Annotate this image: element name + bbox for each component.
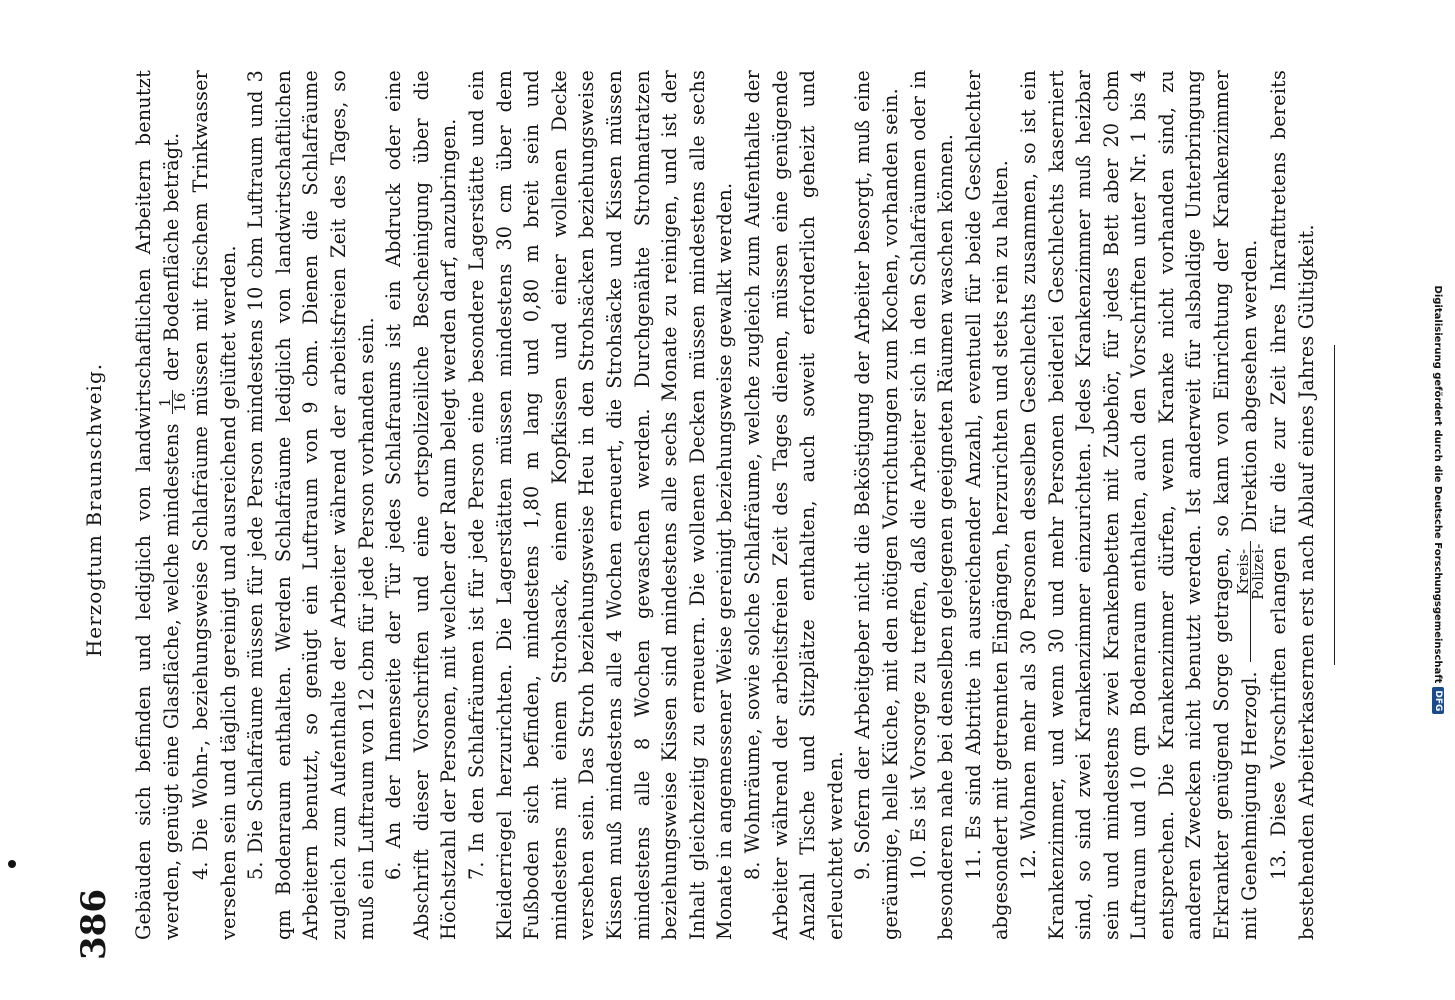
paragraph-4: 4. Die Wohn-, beziehungsweise Schlafräume müssen mit frischem Trinkwasser versehen sein und täglich gereinigt und ausreichend gelüftet werden. — [189, 70, 240, 940]
fraction — [156, 390, 190, 414]
body-text — [130, 70, 1349, 940]
approval-after: Direktion abgesehen werden. — [1237, 239, 1261, 533]
digitization-credit: Digitalisierung gefördert durch die Deutsche Forschungsgemeinschaft — [1432, 285, 1444, 684]
paragraph-5: 5. Die Schlafräume müssen für jede Person mindestens 10 cbm Luftraum und 3 qm Bodenraum enthalten. Werden Schlafräume lediglich von landwirtschaftlichen Arbeitern benutzt, so genügt ein Luftraum von 9 cbm. Dienen die Schlafräume zugleich zum Aufenthalte der Arbeiter während der arbeitsfreien Zeit des Tages, so muß ein Luftraum von 12 cbm für jede Person vorhanden sein. — [244, 70, 378, 940]
fraction-numerator: 1 — [158, 390, 173, 414]
approval-top: Kreis- — [1236, 541, 1251, 661]
side-note — [1429, 30, 1447, 970]
approval-bottom: Polizei- — [1249, 543, 1268, 600]
paragraph-9: 9. Sofern der Arbeitgeber nicht die Beköstigung der Arbeiter besorgt, muß eine geräumige, helle Küche, mit den nötigen Vorrichtungen zum Kochen, vorhanden sein. — [851, 70, 902, 940]
paragraph-10: 10. Es ist Vorsorge zu treffen, daß die Arbeiter sich in den Schlafräumen oder in besonderen nahe bei denselben gelegenen geeigneten Räumen waschen können. — [906, 70, 958, 940]
paragraph-13: 13. Diese Vorschriften erlangen für die zur Zeit ihres Inkrafttretens bereits bestehenden Arbeiterkasernen erst nach Ablauf eines Jahres Gültigkeit. — [1267, 70, 1318, 940]
paragraph-8: 8. Wohnräume, sowie solche Schlafräume, welche zugleich zum Aufenthalte der Arbeiter während der arbeitsfreien Zeit des Tages dienen, müssen eine genügende Anzahl Tische und Sitzplätze enthalten, auch soweit erforderlich geheizt und erleuchtet werden. — [740, 70, 847, 940]
rotated-page — [60, 0, 1360, 1000]
running-title: Herzogtum Braunschweig. — [82, 362, 106, 658]
separator-rule — [1334, 345, 1335, 665]
fraction-denominator: 16 — [171, 392, 190, 412]
paragraph-continuation — [130, 70, 190, 940]
approval-fraction — [1234, 541, 1268, 661]
paragraph-text: 12. Wohnen mehr als 30 Personen desselben Geschlechts zusammen, so ist ein Krankenzimmer, und wenn 30 und mehr Personen beiderlei Geschlechts kaserniert sind, so sind zwei Krankenzimmer einzurichten. Jedes Krankenzimmer muß heizbar sein und mindestens zwei Krankenbetten mit Zubehör, für jedes Bett aber 20 cbm Luftraum und 10 qm Bodenraum enthalten, auch den Vorschriften unter Nr. 1 bis 4 entsprechen. Die Krankenzimmer dürfen, wenn Kranke nicht vorhanden sind, zu anderen Zwecken nicht benutzt werden. Ist anderweit für alsbaldige Unterbringung Erkrankter genügend Sorge getragen, so kann von Einrichtung der Krankenzimmer mit Genehmigung Herzogl. — [1016, 70, 1261, 940]
side-note-rotated — [1429, 30, 1447, 970]
running-head — [68, 60, 118, 960]
page-number: 386 — [74, 889, 114, 960]
scan-dot — [8, 860, 16, 868]
paragraph-text: Gebäuden sich befinden und lediglich von landwirtschaftlichen Arbeitern benutzt werden, genügt eine Glasfläche, welche mindestens — [132, 70, 183, 940]
paragraph-6: 6. An der Innenseite der Tür jedes Schlafraums ist ein Abdruck oder eine Abschrift dieser Vorschriften und eine ortspolizeiliche Bescheinigung über die Höchstzahl der Personen, mit welcher der Raum belegt werden darf, anzubringen. — [382, 70, 461, 940]
paragraph-11: 11. Es sind Abtritte in ausreichender Anzahl, eventuell für beide Geschlechter abgesondert mit getrennten Eingängen, herzurichten und stets rein zu halten. — [961, 70, 1013, 940]
paragraph-text-end: der Bodenfläche beträgt. — [159, 132, 183, 382]
paragraph-12 — [1015, 70, 1268, 940]
dfg-logo: DFG — [1432, 687, 1444, 714]
paragraph-7: 7. In den Schlafräumen ist für jede Person eine besondere Lagerstätte und ein Kleiderriegel herzurichten. Die Lagerstätten müssen mindestens 30 cm über dem Fußboden sich befinden, mindestens 1,80 m lang und 0,80 m breit sein und mindestens mit einem Strohsack, einem Kopfkissen und einer wollenen Decke versehen sein. Das Stroh beziehungsweise Heu in den Strohsäcken beziehungsweise Kissen muß mindestens alle 4 Wochen erneuert, die Strohsäcke und Kissen müssen mindestens alle 8 Wochen gewaschen werden. Durchgenähte Strohmatratzen beziehungsweise Kissen sind mindestens alle sechs Monate zu reinigen, und ist der Inhalt gleichzeitig zu erneuern. Die wollenen Decken müssen mindestens alle sechs Monate in angemessener Weise gereinigt beziehungsweise gewalkt werden. — [465, 70, 737, 940]
